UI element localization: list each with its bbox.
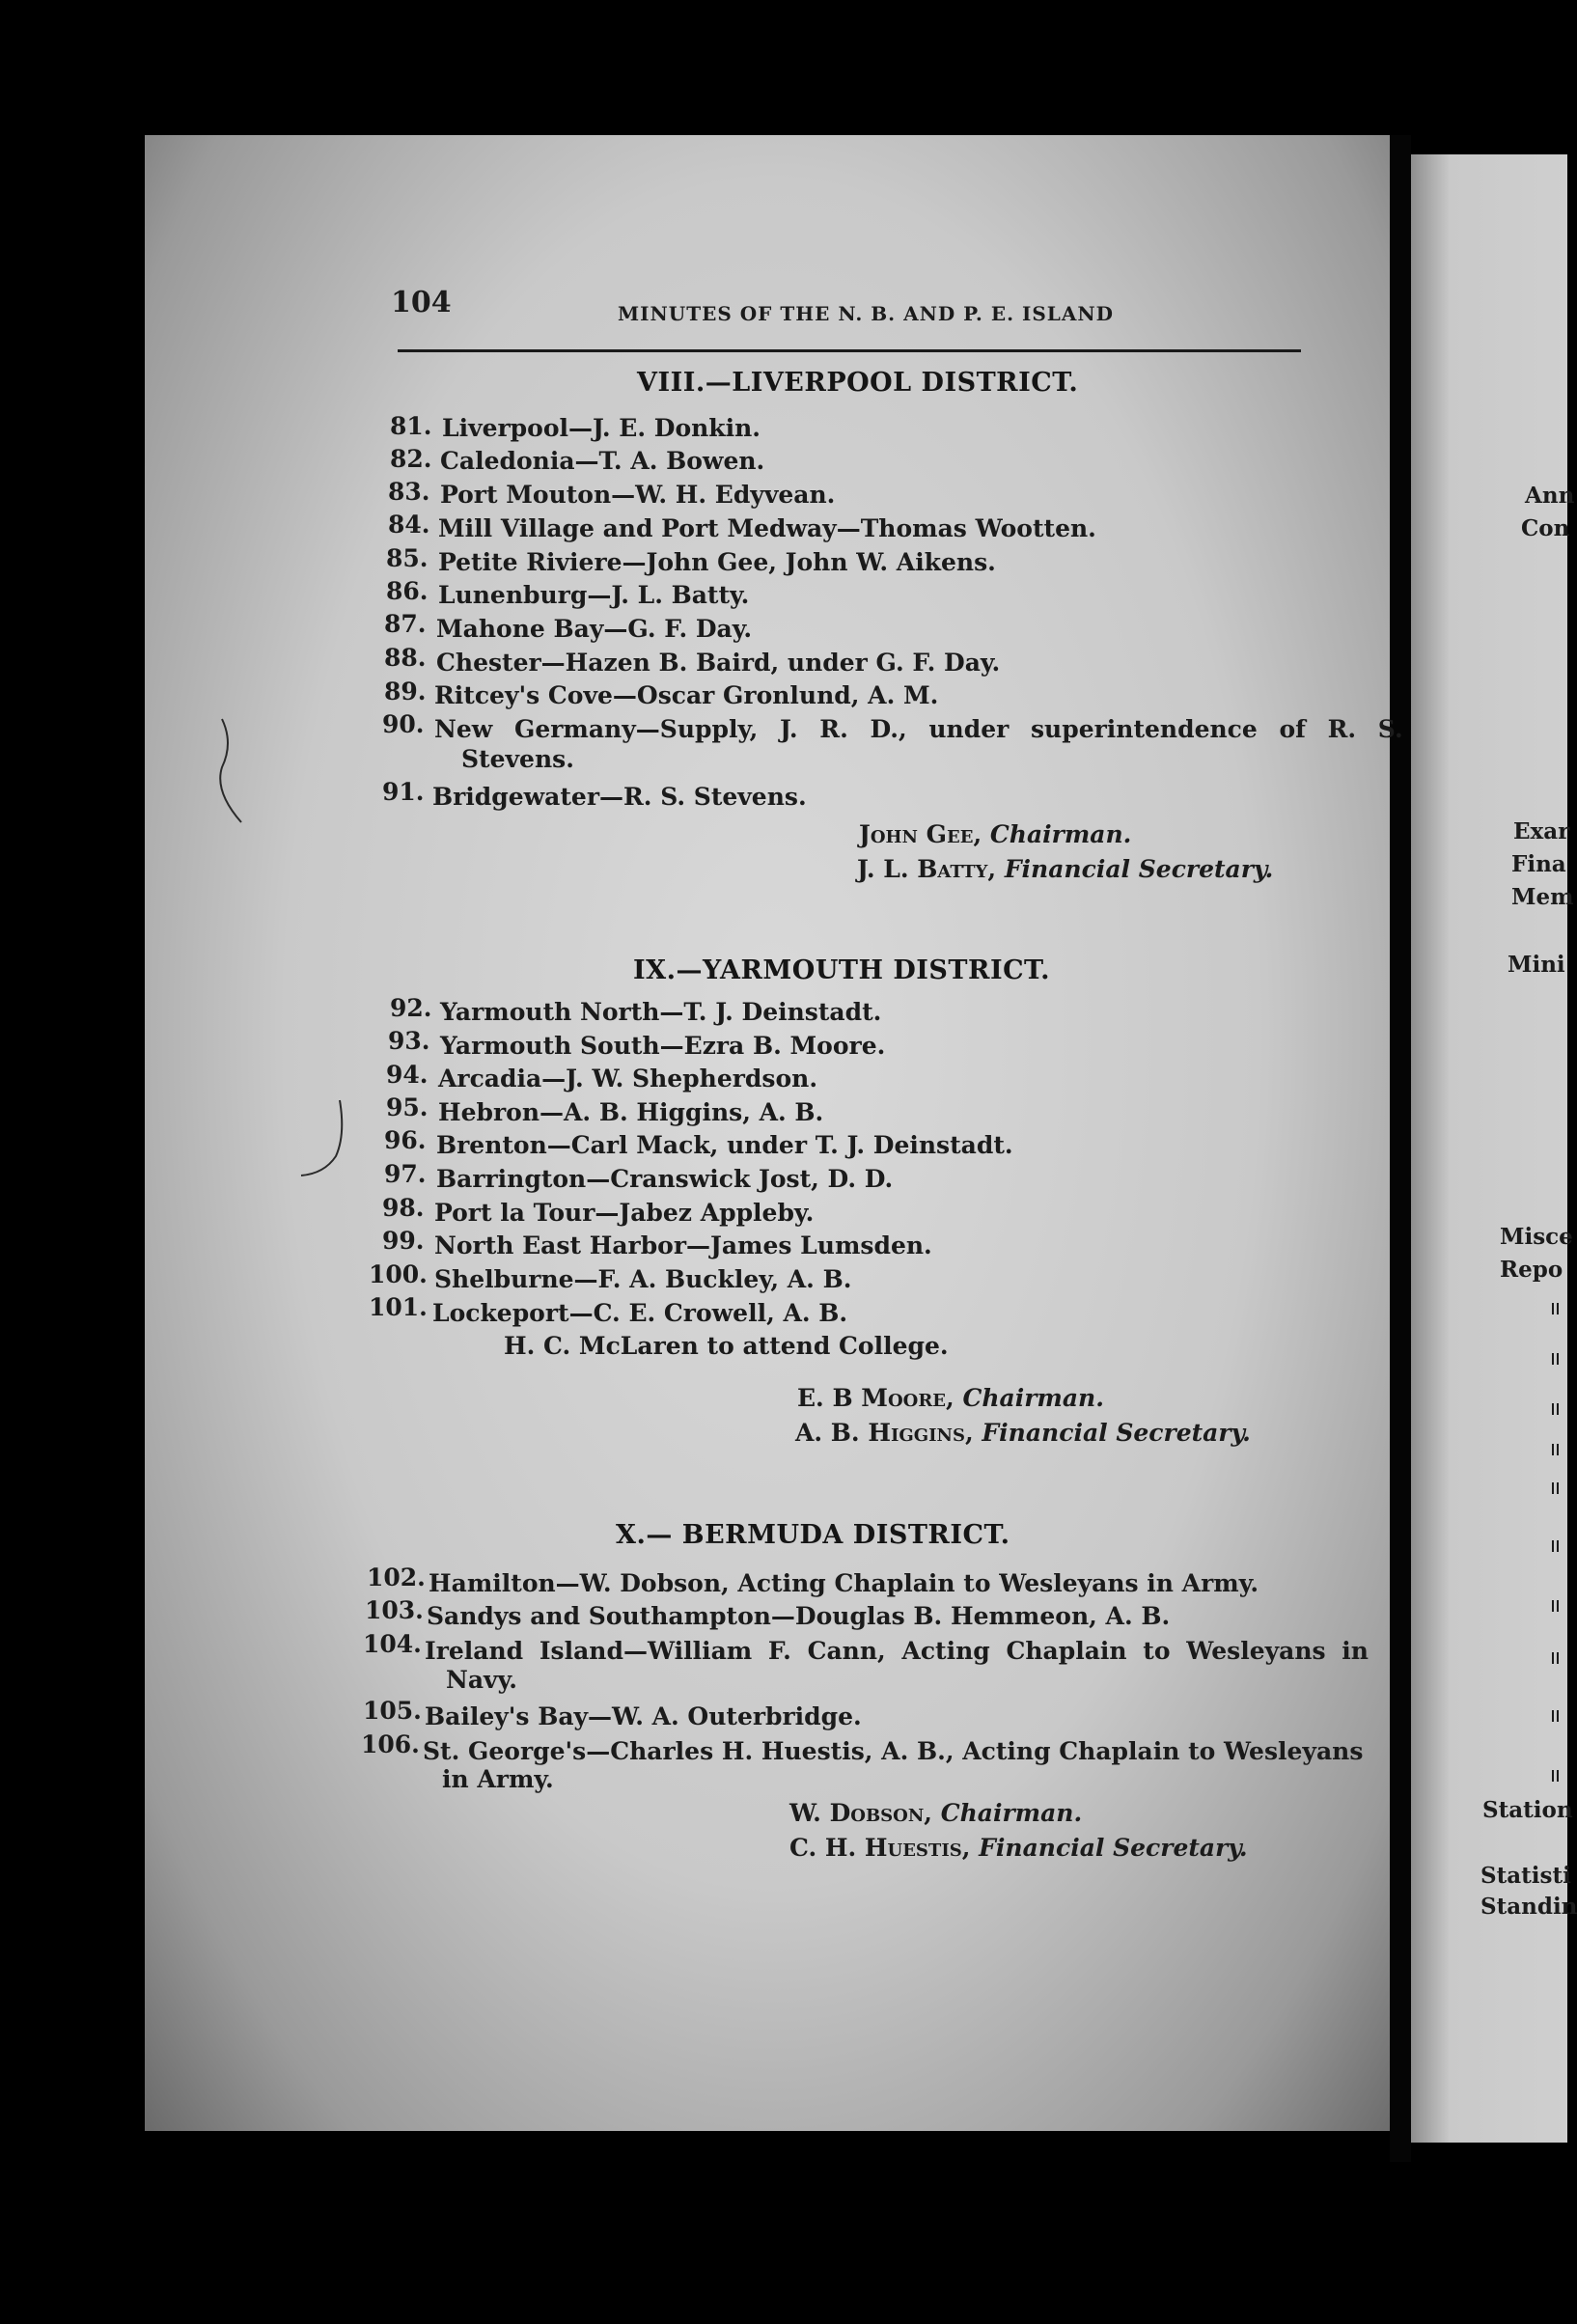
entry-number: 105. <box>363 1697 422 1725</box>
signature-role: Financial Secretary. <box>982 1419 1251 1447</box>
signature-secretary <box>857 855 1273 883</box>
entry-number: 103. <box>365 1596 424 1624</box>
entry-text: Yarmouth North—T. J. Deinstadt. <box>440 998 882 1026</box>
entry-text: Port Mouton—W. H. Edyvean. <box>440 481 836 509</box>
entry-number: 93. <box>388 1027 430 1055</box>
entry-text: New Germany—Supply, J. R. D., under superintendence of R. S. <box>434 715 1403 743</box>
entry-number: 104. <box>363 1630 422 1658</box>
entry-text: Liverpool—J. E. Donkin. <box>442 414 761 442</box>
entry-text: North East Harbor—James Lumsden. <box>434 1231 932 1259</box>
entry-text: Shelburne—F. A. Buckley, A. B. <box>434 1265 852 1293</box>
entry-number: 98. <box>382 1194 425 1222</box>
entry-number: 96. <box>384 1126 427 1154</box>
entry-number: 94. <box>386 1061 429 1089</box>
facing-fragment: Statisti <box>1480 1863 1571 1889</box>
signature-role: Financial Secretary. <box>1004 855 1274 883</box>
entry-text: Lunenburg—J. L. Batty. <box>438 581 750 609</box>
entry-number: 83. <box>388 478 430 506</box>
facing-fragment: Fina <box>1511 851 1566 877</box>
signature-chairman <box>797 1384 1104 1412</box>
entry-text: Mill Village and Port Medway—Thomas Wootten. <box>438 514 1096 542</box>
entry-text: Brenton—Carl Mack, under T. J. Deinstadt. <box>436 1131 1013 1159</box>
entry-text: Lockeport—C. E. Crowell, A. B. <box>432 1299 848 1327</box>
signature-role: Chairman. <box>962 1384 1104 1412</box>
facing-fragment: Repo <box>1500 1257 1563 1283</box>
entry-continuation: Stevens. <box>461 745 574 773</box>
facing-fragment: Misce <box>1500 1224 1573 1250</box>
facing-fragment: Standin <box>1480 1894 1577 1920</box>
entry-text: Sandys and Southampton—Douglas B. Hemmeon, A. B. <box>427 1602 1171 1630</box>
facing-page <box>1411 154 1570 2143</box>
entry-number: 91. <box>382 778 425 806</box>
signature-role: Chairman. <box>989 820 1132 848</box>
entry-number: 97. <box>384 1160 427 1188</box>
header-rule <box>398 349 1301 352</box>
signature-chairman <box>859 820 1131 848</box>
signature-name: J. L. Batty, <box>857 855 997 883</box>
entry-text: Ireland Island—William F. Cann, Acting Chaplain to Wesleyans in <box>425 1637 1369 1665</box>
running-title: MINUTES OF THE N. B. AND P. E. ISLAND <box>618 302 1115 325</box>
facing-fragment: Con <box>1521 515 1570 541</box>
facing-fragment: Exar <box>1513 818 1570 844</box>
signature-name: W. Dobson, <box>789 1799 932 1827</box>
section-heading: IX.—YARMOUTH DISTRICT. <box>633 955 1051 985</box>
entry-number: 106. <box>361 1730 420 1758</box>
signature-role: Financial Secretary. <box>979 1834 1248 1862</box>
entry-number: 95. <box>386 1093 429 1121</box>
entry-text: Yarmouth South—Ezra B. Moore. <box>440 1032 886 1060</box>
entry-number: 99. <box>382 1227 425 1255</box>
entry-text: Bridgewater—R. S. Stevens. <box>432 783 807 811</box>
entry-text: Caledonia—T. A. Bowen. <box>440 447 765 475</box>
book-gutter <box>1390 135 1411 2162</box>
entry-number: 88. <box>384 644 427 672</box>
entry-text: Barrington—Cranswick Jost, D. D. <box>436 1165 894 1193</box>
entry-number: 92. <box>390 994 432 1022</box>
signature-chairman <box>789 1799 1082 1827</box>
entry-text: Arcadia—J. W. Shepherdson. <box>438 1065 818 1093</box>
entry-text: Bailey's Bay—W. A. Outerbridge. <box>425 1702 862 1730</box>
entry-number: 81. <box>390 412 432 440</box>
entry-number: 86. <box>386 577 429 605</box>
entry-continuation: Navy. <box>446 1666 517 1694</box>
facing-fragment: Mem <box>1511 884 1574 910</box>
entry-number: 89. <box>384 678 427 706</box>
entry-text: Chester—Hazen B. Baird, under G. F. Day. <box>436 649 1001 677</box>
section-heading: VIII.—LIVERPOOL DISTRICT. <box>637 368 1079 398</box>
facing-fragment: Ann <box>1525 483 1575 509</box>
entry-number: 84. <box>388 511 430 539</box>
signature-role: Chairman. <box>940 1799 1083 1827</box>
page-number: 104 <box>391 286 452 319</box>
entry-continuation: in Army. <box>442 1765 554 1793</box>
facing-fragment: Station <box>1482 1797 1573 1823</box>
entry-number: 102. <box>367 1563 426 1591</box>
signature-secretary <box>789 1834 1248 1862</box>
signature-secretary <box>795 1419 1251 1447</box>
entry-text: St. George's—Charles H. Huestis, A. B., Acting Chaplain to Wesleyans <box>423 1737 1364 1765</box>
facing-fragment: Mini <box>1508 952 1565 978</box>
entry-text: Mahone Bay—G. F. Day. <box>436 615 753 643</box>
section-heading: X.— BERMUDA DISTRICT. <box>616 1520 1010 1550</box>
entry-text: Hamilton—W. Dobson, Acting Chaplain to Wesleyans in Army. <box>429 1569 1259 1597</box>
entry-text: Port la Tour—Jabez Appleby. <box>434 1199 815 1227</box>
signature-name: C. H. Huestis, <box>789 1834 971 1862</box>
entry-number: 100. <box>369 1260 428 1288</box>
entry-number: 82. <box>390 445 432 473</box>
margin-pencil-mark <box>295 1096 353 1183</box>
entry-number: 85. <box>386 544 429 572</box>
entry-number: 90. <box>382 710 425 738</box>
entry-number: 101. <box>369 1293 428 1321</box>
ditto-marks <box>1544 1293 1567 1795</box>
signature-name: John Gee, <box>859 820 982 848</box>
margin-pencil-mark <box>212 714 251 830</box>
entry-text: Hebron—A. B. Higgins, A. B. <box>438 1098 824 1126</box>
entry-text: Petite Riviere—John Gee, John W. Aikens. <box>438 548 996 576</box>
district-note: H. C. McLaren to attend College. <box>504 1332 949 1360</box>
signature-name: E. B Moore, <box>797 1384 954 1412</box>
entry-number: 87. <box>384 610 427 638</box>
signature-name: A. B. Higgins, <box>795 1419 974 1447</box>
entry-text: Ritcey's Cove—Oscar Gronlund, A. M. <box>434 681 939 709</box>
